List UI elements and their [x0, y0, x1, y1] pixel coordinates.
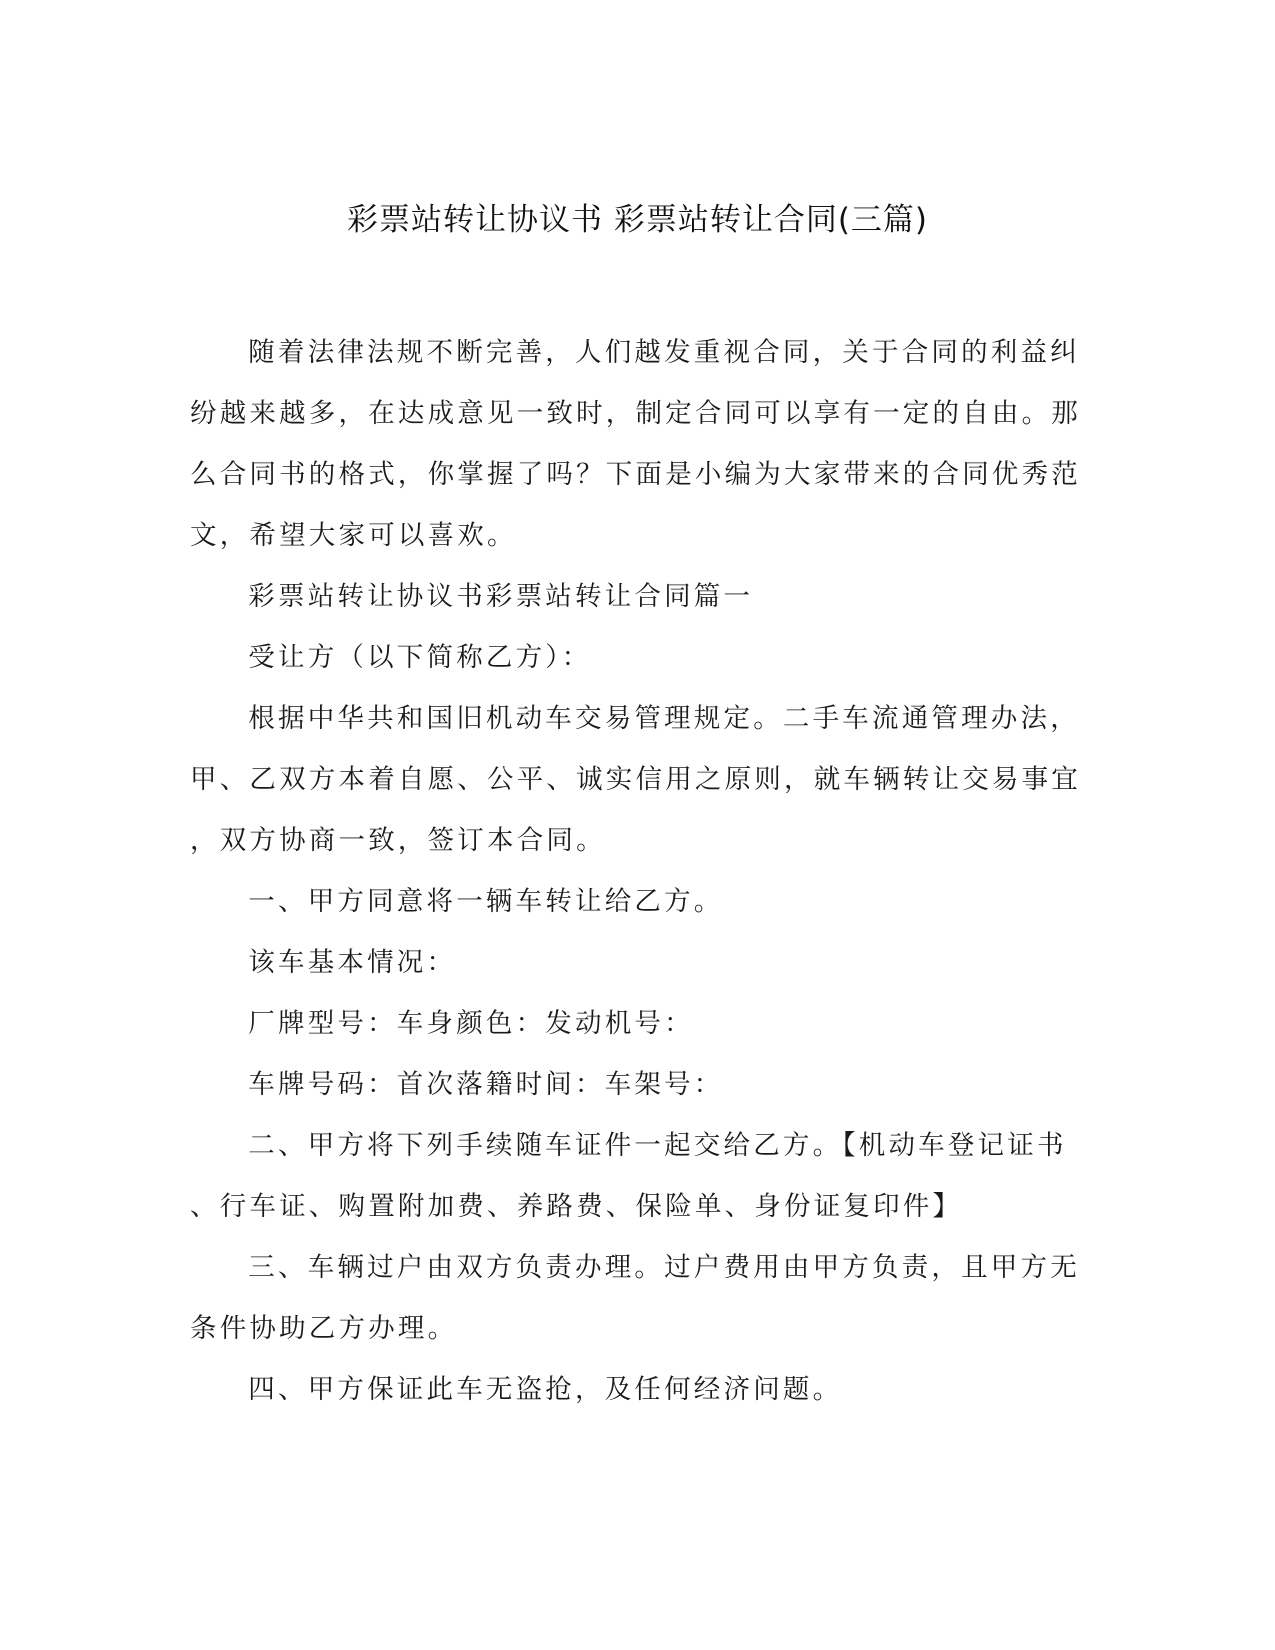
basis-line: 甲、乙双方本着自愿、公平、诚实信用之原则，就车辆转让交易事宜 — [190, 764, 1081, 795]
vehicle-info-row: 车牌号码：首次落籍时间：车架号： — [248, 1069, 724, 1100]
vehicle-info-label: 该车基本情况： — [248, 947, 457, 978]
clause-3-line: 三、车辆过户由双方负责办理。过户费用由甲方负责，且甲方无 — [248, 1252, 1080, 1283]
document-body — [190, 322, 1080, 1420]
basis-line: ，双方协商一致，签订本合同。 — [190, 825, 606, 856]
section-heading: 彩票站转让协议书彩票站转让合同篇一 — [248, 581, 754, 612]
clause-3-line: 条件协助乙方办理。 — [190, 1313, 458, 1344]
document-title: 彩票站转让协议书 彩票站转让合同(三篇) — [346, 202, 929, 238]
clause-2-line: 二、甲方将下列手续随车证件一起交给乙方。【机动车登记证书 — [248, 1130, 1067, 1161]
vehicle-info-row: 厂牌型号：车身颜色：发动机号： — [248, 1008, 694, 1039]
clause-1: 一、甲方同意将一辆车转让给乙方。 — [248, 886, 724, 917]
intro-line: 文，希望大家可以喜欢。 — [190, 520, 517, 551]
intro-line: 么合同书的格式，你掌握了吗？下面是小编为大家带来的合同优秀范 — [190, 459, 1081, 490]
clause-4: 四、甲方保证此车无盗抢，及任何经济问题。 — [248, 1374, 843, 1405]
intro-line: 纷越来越多，在达成意见一致时，制定合同可以享有一定的自由。那 — [190, 398, 1081, 429]
intro-line: 随着法律法规不断完善，人们越发重视合同，关于合同的利益纠 — [248, 337, 1080, 368]
clause-2-line: 、行车证、购置附加费、养路费、保险单、身份证复印件】 — [190, 1191, 963, 1222]
transferee-label: 受让方（以下简称乙方）： — [248, 642, 592, 673]
basis-line: 根据中华共和国旧机动车交易管理规定。二手车流通管理办法， — [248, 703, 1080, 734]
